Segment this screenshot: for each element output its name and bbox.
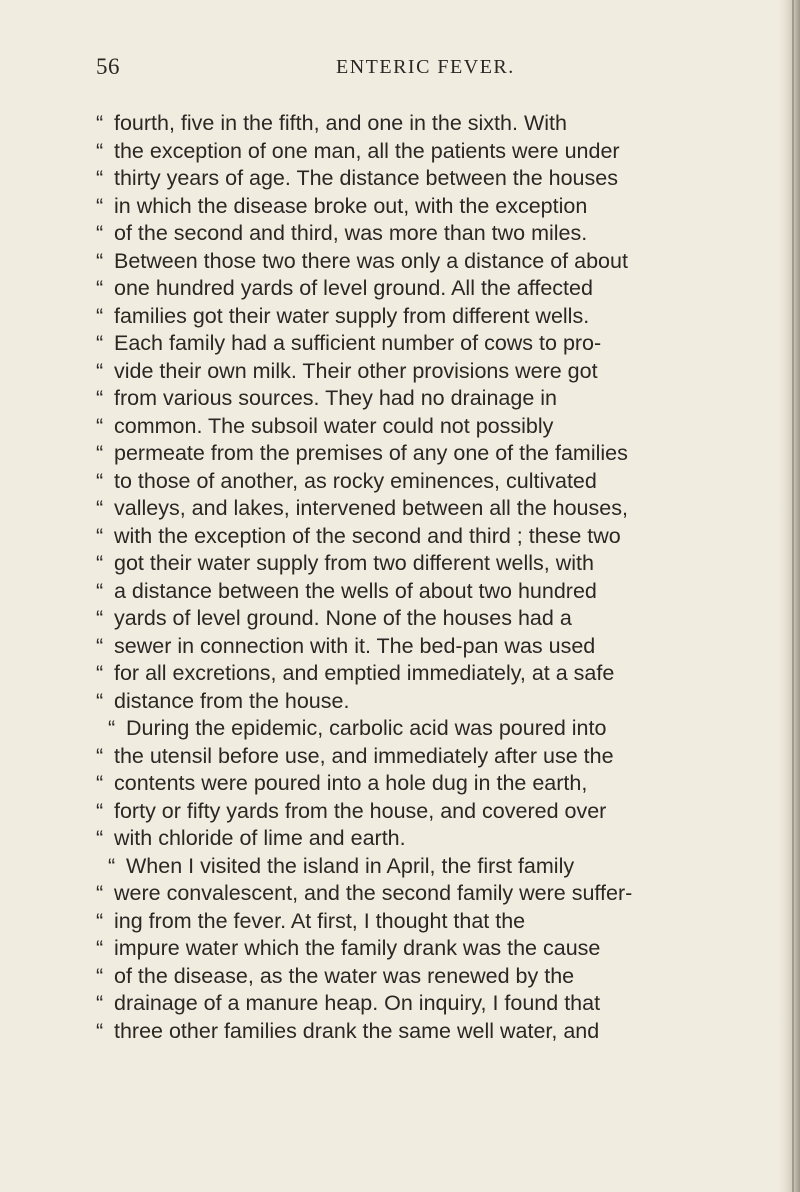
line-text: yards of level ground. None of the houses had a <box>114 606 572 630</box>
opening-quote-mark: “ <box>96 743 104 768</box>
line-text: vide their own milk. Their other provisions were got <box>114 358 598 383</box>
line-text: forty or fifty yards from the house, and covered over <box>114 798 607 823</box>
line-text: thirty years of age. The distance between the houses <box>114 166 618 190</box>
opening-quote-mark: “ <box>96 331 104 355</box>
opening-quote-mark: “ <box>96 166 104 190</box>
line-text: a distance between the wells of about two hundred <box>114 578 597 603</box>
line-text: permeate from the premises of any one of the families <box>114 441 628 465</box>
line-text: When I visited the island in April, the first family <box>126 853 575 878</box>
text-line <box>96 440 711 468</box>
line-text: of the disease, as the water was renewed by the <box>114 963 575 988</box>
line-text: families got their water supply from different wells. <box>114 303 590 328</box>
line-text: from various sources. They had no drainage in <box>114 386 557 410</box>
opening-quote-mark: “ <box>96 991 104 1015</box>
opening-quote-mark: “ <box>96 441 104 465</box>
line-text: fourth, five in the fifth, and one in the sixth. With <box>114 111 567 135</box>
opening-quote-mark: “ <box>96 881 104 905</box>
line-text: contents were poured into a hole dug in the earth, <box>114 771 588 795</box>
opening-quote-mark: “ <box>96 496 104 520</box>
line-text: sewer in connection with it. The bed-pan was used <box>114 633 596 658</box>
line-text: Between those two there was only a distance of about <box>114 248 628 273</box>
line-text: valleys, and lakes, intervened between all the houses, <box>114 496 628 520</box>
text-line <box>96 660 711 688</box>
text-line <box>96 688 711 716</box>
text-line <box>96 798 711 826</box>
opening-quote-mark: “ <box>96 523 104 548</box>
opening-quote-mark: “ <box>96 908 104 933</box>
page-number: 56 <box>96 54 120 79</box>
line-text: got their water supply from two different wells, with <box>114 551 594 575</box>
text-line <box>96 1018 711 1046</box>
text-line <box>96 523 711 551</box>
opening-quote-mark: “ <box>108 716 116 740</box>
text-line <box>96 248 711 276</box>
line-text: one hundred yards of level ground. All the affected <box>114 276 593 300</box>
text-line <box>96 743 711 771</box>
text-line <box>96 385 711 413</box>
text-line <box>96 495 711 523</box>
opening-quote-mark: “ <box>96 606 104 630</box>
opening-quote-mark: “ <box>96 468 104 493</box>
line-text: with the exception of the second and third ; these two <box>114 523 621 548</box>
text-line <box>96 715 711 743</box>
text-line <box>96 138 711 166</box>
opening-quote-mark: “ <box>96 1018 104 1043</box>
opening-quote-mark: “ <box>96 111 104 135</box>
text-line <box>96 908 711 936</box>
line-text: were convalescent, and the second family were suffer- <box>114 881 633 905</box>
text-line <box>96 358 711 386</box>
opening-quote-mark: “ <box>96 248 104 273</box>
line-text: ing from the fever. At first, I thought that the <box>114 908 526 933</box>
body-text <box>96 110 711 1045</box>
text-line <box>96 220 711 248</box>
text-line <box>96 770 711 798</box>
opening-quote-mark: “ <box>96 688 104 713</box>
line-text: drainage of a manure heap. On inquiry, I found that <box>114 991 601 1015</box>
text-line <box>96 935 711 963</box>
text-line <box>96 468 711 496</box>
page-edge-line <box>792 0 794 1192</box>
opening-quote-mark: “ <box>96 358 104 383</box>
opening-quote-mark: “ <box>96 551 104 575</box>
opening-quote-mark: “ <box>96 633 104 658</box>
text-line <box>96 825 711 853</box>
opening-quote-mark: “ <box>96 661 104 685</box>
text-line <box>96 605 711 633</box>
line-text: common. The subsoil water could not possibly <box>114 413 554 438</box>
text-line <box>96 303 711 331</box>
opening-quote-mark: “ <box>96 963 104 988</box>
opening-quote-mark: “ <box>96 578 104 603</box>
text-line <box>96 193 711 221</box>
text-line <box>96 275 711 303</box>
opening-quote-mark: “ <box>96 193 104 218</box>
opening-quote-mark: “ <box>96 771 104 795</box>
text-line <box>96 550 711 578</box>
text-line <box>96 633 711 661</box>
line-text: the utensil before use, and immediately after use the <box>114 743 614 768</box>
opening-quote-mark: “ <box>96 138 104 163</box>
text-line <box>96 853 711 881</box>
line-text: with chloride of lime and earth. <box>114 826 406 850</box>
line-text: to those of another, as rocky eminences, cultivated <box>114 468 597 493</box>
opening-quote-mark: “ <box>96 798 104 823</box>
line-text: of the second and third, was more than two miles. <box>114 221 588 245</box>
opening-quote-mark: “ <box>96 386 104 410</box>
line-text: three other families drank the same well water, and <box>114 1018 600 1043</box>
line-text: the exception of one man, all the patients were under <box>114 138 620 163</box>
line-text: Each family had a sufficient number of cows to pro- <box>114 331 602 355</box>
opening-quote-mark: “ <box>96 303 104 328</box>
line-text: in which the disease broke out, with the exception <box>114 193 588 218</box>
line-text: impure water which the family drank was the cause <box>114 936 601 960</box>
text-line <box>96 578 711 606</box>
opening-quote-mark: “ <box>96 221 104 245</box>
opening-quote-mark: “ <box>96 276 104 300</box>
opening-quote-mark: “ <box>96 413 104 438</box>
opening-quote-mark: “ <box>96 826 104 850</box>
text-line <box>96 880 711 908</box>
text-line <box>96 330 711 358</box>
text-line <box>96 110 711 138</box>
text-line <box>96 963 711 991</box>
line-text: for all excretions, and emptied immediately, at a safe <box>114 661 615 685</box>
text-line <box>96 165 711 193</box>
line-text: distance from the house. <box>114 688 350 713</box>
opening-quote-mark: “ <box>108 853 116 878</box>
text-line <box>96 990 711 1018</box>
opening-quote-mark: “ <box>96 936 104 960</box>
page-edge-shadow <box>778 0 800 1192</box>
running-head-title: ENTERIC FEVER. <box>336 56 515 78</box>
text-line <box>96 413 711 441</box>
line-text: During the epidemic, carbolic acid was poured into <box>126 716 607 740</box>
